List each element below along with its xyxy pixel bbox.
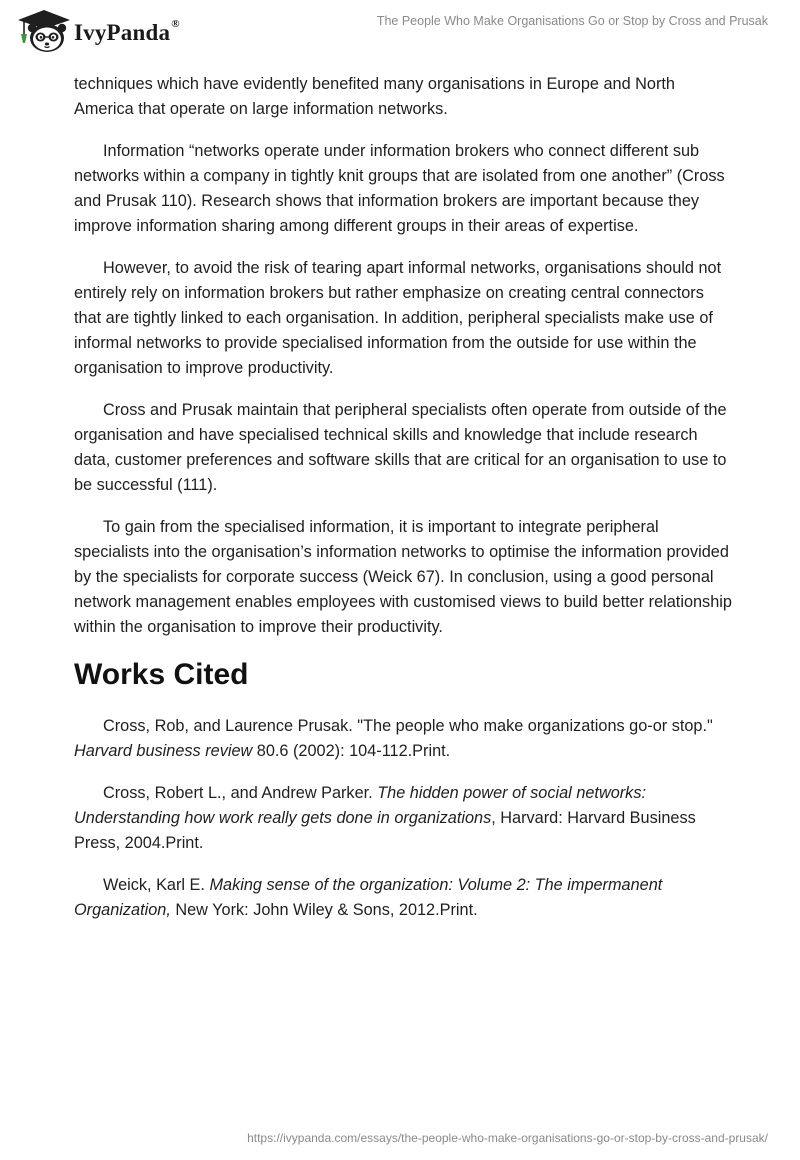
citation-entry: Cross, Rob, and Laurence Prusak. "The people who make organizations go-or stop." Harvard business review 80.6 (2002): 104-112.Print. <box>74 717 713 760</box>
citation-entry: Cross, Robert L., and Andrew Parker. The hidden power of social networks: Understanding how work really gets done in organizations, Harvard: Harvard Business Press, 2004.Print. <box>74 784 696 852</box>
essay-content <box>74 72 734 940</box>
works-cited-heading: Works Cited <box>74 658 249 691</box>
page-header <box>0 0 800 66</box>
source-url[interactable]: https://ivypanda.com/essays/the-people-who-make-organisations-go-or-stop-by-cross-and-prusak/ <box>247 1131 768 1145</box>
trademark-symbol: ® <box>171 18 180 31</box>
paragraph-continuation: techniques which have evidently benefited many organisations in Europe and North America that operate on large information networks. <box>74 75 675 118</box>
paragraph: Cross and Prusak maintain that peripheral specialists often operate from outside of the organisation and have specialised technical skills and knowledge that include research data, customer preferences and software skills that are critical for an organisation to use to be successful (111). <box>74 401 727 494</box>
panda-graduation-cap-icon <box>14 8 74 54</box>
paragraph: However, to avoid the risk of tearing apart informal networks, organisations should not entirely rely on information brokers but rather emphasize on creating central connectors that are tightly linked to each organisation. In addition, peripheral specialists make use of informal networks to provide specialised information from the outside for use within the organisation to improve productivity. <box>74 259 722 377</box>
citation-entry: Weick, Karl E. Making sense of the organization: Volume 2: The impermanent Organization, New York: John Wiley & Sons, 2012.Print. <box>74 876 663 919</box>
document-title: The People Who Make Organisations Go or Stop by Cross and Prusak <box>376 14 768 28</box>
brand-logo[interactable] <box>14 8 180 54</box>
brand-name: IvyPanda® <box>74 18 180 45</box>
paragraph: Information “networks operate under information brokers who connect different sub networks within a company in tightly knit groups that are isolated from one another” (Cross and Prusak 110). Research shows that information brokers are important because they improve information sharing among different groups in their areas of expertise. <box>74 142 725 235</box>
paragraph: To gain from the specialised information, it is important to integrate peripheral specialists into the organisation’s information networks to optimise the information provided by the specialists for corporate success (Weick 67). In conclusion, using a good personal network management enables employees with customised views to build better relationship within the organisation to improve their productivity. <box>74 518 732 636</box>
